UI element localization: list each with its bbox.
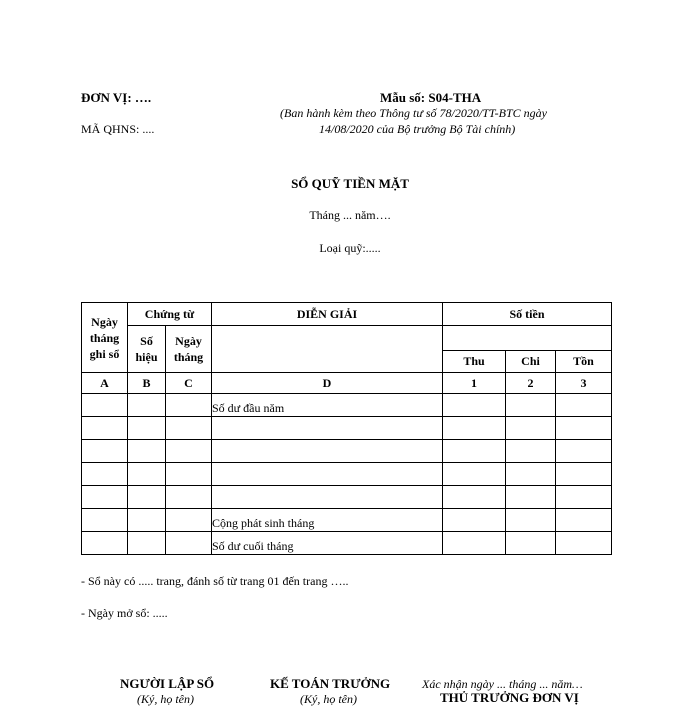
header-receipt: Thu (443, 351, 506, 373)
qhns-label: MÃ QHNS: .... (81, 122, 155, 136)
row-description: Số dư đầu năm (212, 394, 443, 417)
header-amount-group: Số tiền (443, 303, 612, 326)
row-description (212, 417, 443, 440)
row-description (212, 440, 443, 463)
header-balance: Tồn (556, 351, 612, 373)
page-title: SỔ QUỸ TIỀN MẶT (291, 176, 409, 191)
code-b: B (128, 373, 166, 394)
table-row (82, 532, 612, 555)
preparer-title: NGƯỜI LẬP SỔ (120, 676, 215, 691)
row-description: Số dư cuối tháng (212, 532, 443, 555)
table-row (82, 417, 612, 440)
form-note-line2: 14/08/2020 của Bộ trưởng Bộ Tài chính) (319, 122, 516, 136)
pages-note: - Sổ này có ..... trang, đánh số từ trang 01 đến trang ….. (81, 574, 349, 588)
table-row (82, 486, 612, 509)
header-date-col: Ngày tháng ghi sổ (82, 303, 128, 373)
open-date-note: - Ngày mở sổ: ..... (81, 606, 168, 620)
header-payment: Chi (506, 351, 556, 373)
table-row (82, 394, 612, 417)
preparer-sub: (Ký, họ tên) (137, 692, 194, 706)
table-row (82, 440, 612, 463)
chief-accountant-title: KẾ TOÁN TRƯỞNG (270, 676, 391, 691)
period-label: Tháng ... năm…. (309, 208, 391, 222)
form-note-line1: (Ban hành kèm theo Thông tư số 78/2020/TT-BTC ngày (280, 106, 547, 120)
code-d: D (212, 373, 443, 394)
code-3: 3 (556, 373, 612, 394)
header-voucher-no: Số hiệu (128, 326, 166, 373)
table-row (82, 463, 612, 486)
head-title: THỦ TRƯỞNG ĐƠN VỊ (440, 690, 579, 705)
fund-type-label: Loại quỹ:..... (319, 241, 381, 255)
cash-ledger-table (81, 302, 612, 555)
row-description (212, 463, 443, 486)
header-description-blank (212, 326, 443, 373)
code-c: C (166, 373, 212, 394)
row-description: Cộng phát sinh tháng (212, 509, 443, 532)
unit-label: ĐƠN VỊ: …. (81, 90, 152, 105)
form-code: Mẫu số: S04-THA (380, 90, 482, 105)
row-description (212, 486, 443, 509)
code-1: 1 (443, 373, 506, 394)
header-amount-blank (443, 326, 612, 351)
table-row (82, 509, 612, 532)
code-2: 2 (506, 373, 556, 394)
confirm-date: Xác nhận ngày ... tháng ... năm… (422, 677, 583, 691)
code-a: A (82, 373, 128, 394)
header-voucher-date: Ngày tháng (166, 326, 212, 373)
header-voucher-group: Chứng từ (128, 303, 212, 326)
header-description: DIỄN GIẢI (212, 303, 443, 326)
chief-accountant-sub: (Ký, họ tên) (300, 692, 357, 706)
